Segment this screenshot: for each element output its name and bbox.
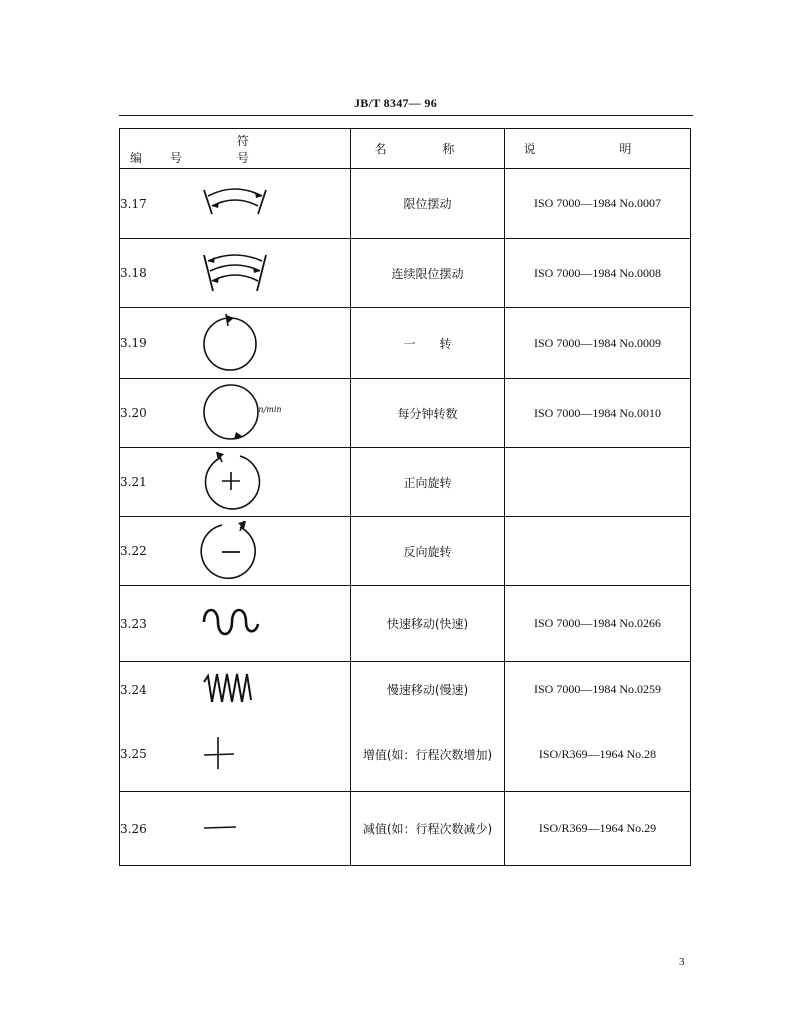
number-symbol-cell [120,379,351,448]
row-description: ISO 7000—1984 No.0010 [505,379,691,448]
table-row [120,517,691,586]
row-number: 3.21 [120,475,147,489]
number-symbol-cell [120,448,351,517]
header-number-symbol [120,129,351,169]
row-number: 3.18 [120,266,147,280]
number-symbol-cell [120,586,351,662]
row-number: 3.23 [120,616,147,631]
row-name: 慢速移动(慢速) [351,662,505,718]
row-description: ISO/R369—1964 No.29 [505,792,691,866]
row-number: 3.17 [120,196,147,211]
row-name: 一 转 [351,308,505,379]
row-description: ISO 7000—1984 No.0259 [505,662,691,718]
table-row [120,379,691,448]
header-rule [119,115,693,116]
rapid-traverse-icon [200,604,340,643]
revolutions-per-minute-icon [200,381,340,446]
table-row [120,169,691,239]
table-row [120,662,691,718]
table-row [120,308,691,379]
page-number: 3 [679,956,685,968]
header-number: 编 号 [130,150,194,165]
row-description: ISO 7000—1984 No.0007 [505,169,691,239]
minus-decrease-icon [200,819,340,838]
row-description: ISO 7000—1984 No.0266 [505,586,691,662]
header-symbol: 符 号 [236,133,289,165]
number-symbol-cell [120,662,351,718]
row-name: 反向旋转 [351,517,505,586]
slow-traverse-icon [200,670,340,709]
row-description: ISO 7000—1984 No.0008 [505,239,691,308]
clockwise-rotation-icon [200,450,340,515]
number-symbol-cell [120,169,351,239]
table-row [120,718,691,792]
number-symbol-cell [120,792,351,866]
continuous-limited-oscillation-icon [200,251,340,296]
number-symbol-cell [120,239,351,308]
symbol-table [119,128,691,866]
row-name: 连续限位摆动 [351,239,505,308]
header-name: 名 称 [351,129,505,169]
header-description: 说 明 [505,129,691,169]
row-name: 增值(如：行程次数增加) [351,718,505,792]
row-description: ISO 7000—1984 No.0009 [505,308,691,379]
counterclockwise-rotation-icon [200,519,340,584]
row-number: 3.19 [120,336,147,350]
row-number: 3.25 [120,747,147,762]
row-description [505,448,691,517]
number-symbol-cell [120,718,351,792]
table-row [120,448,691,517]
row-name: 限位摆动 [351,169,505,239]
row-description [505,517,691,586]
table-row [120,239,691,308]
row-number: 3.24 [120,682,147,697]
plus-increase-icon [200,735,340,774]
row-name: 每分钟转数 [351,379,505,448]
one-revolution-icon [200,312,340,375]
row-number: 3.26 [120,821,147,836]
table-row [120,792,691,866]
table-row [120,586,691,662]
standard-header: JB/T 8347— 96 [353,96,438,110]
row-number: 3.22 [120,544,147,558]
number-symbol-cell [120,308,351,379]
row-name: 正向旋转 [351,448,505,517]
row-name: 减值(如：行程次数减少) [351,792,505,866]
rpm-label: n/min [258,404,282,414]
limited-oscillation-icon [200,184,340,223]
table-header-row [120,129,691,169]
number-symbol-cell [120,517,351,586]
row-number: 3.20 [120,406,147,420]
row-description: ISO/R369—1964 No.28 [505,718,691,792]
row-name: 快速移动(快速) [351,586,505,662]
